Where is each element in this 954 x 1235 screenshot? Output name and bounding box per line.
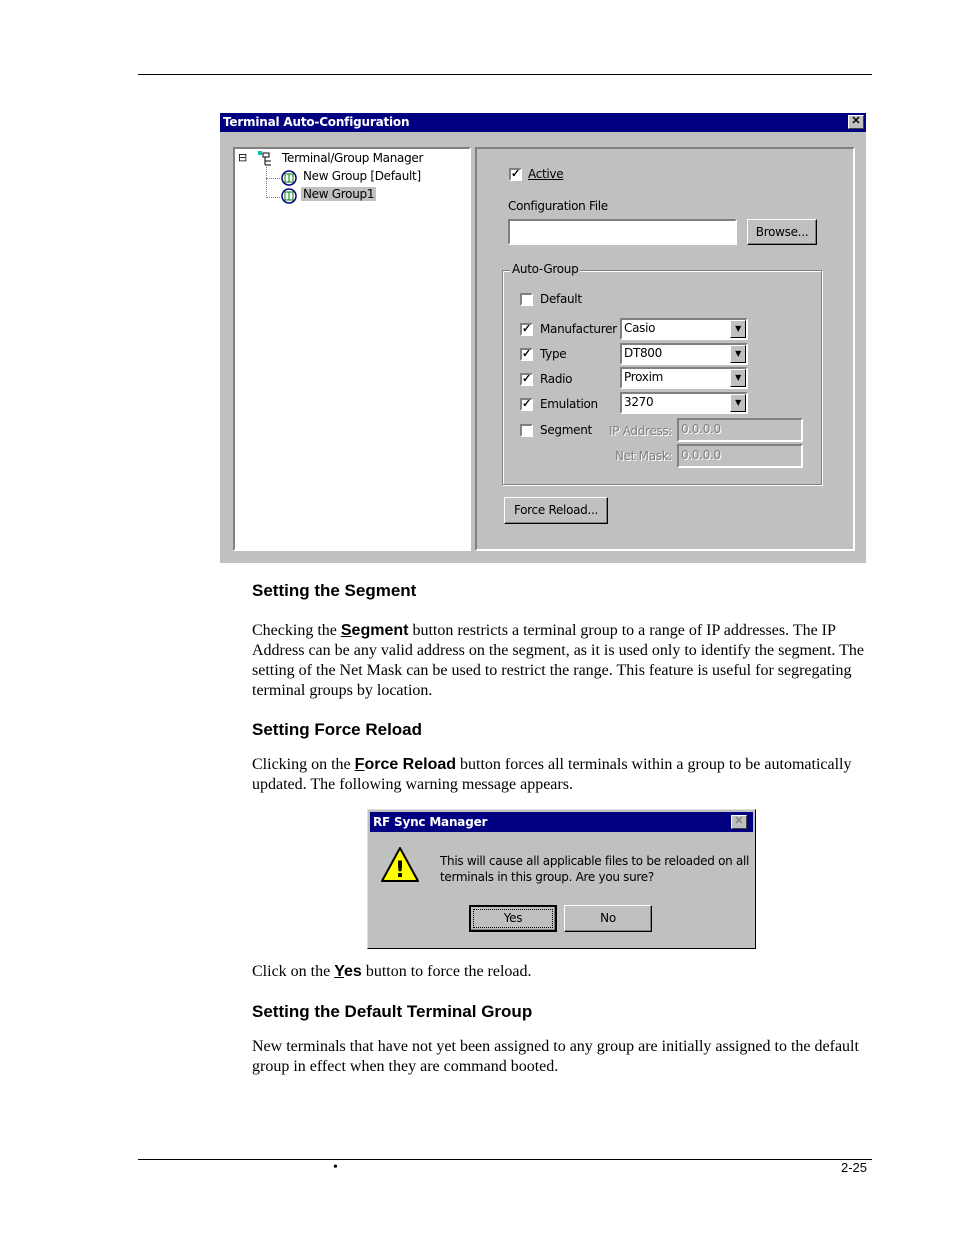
chevron-down-icon[interactable]: ▼ [730,320,746,338]
config-file-input[interactable] [508,219,737,245]
default-group-paragraph: New terminals that have not yet been assigned to any group are initially assigned to the default group in effect when they are command booted. [252,1038,859,1075]
force-reload-button[interactable]: Force Reload... [504,497,608,524]
segment-label: Segment [540,423,592,437]
auto-group-legend: Auto-Group [512,262,579,276]
tree-item-group1[interactable]: New Group1 [303,187,375,201]
dialog-title-bar [220,113,866,132]
emulation-label: Emulation [540,397,598,411]
tree-connector [266,178,280,179]
radio-label: Radio [540,372,573,386]
default-group-heading: Setting the Default Terminal Group [252,1002,533,1021]
confirm-message: This will cause all applicable files to be reloaded on all terminals in this group. Are you sure? [440,854,750,884]
page-number: 2-25 [841,1160,868,1175]
properties-panel [475,147,855,551]
manufacturer-label: Manufacturer [540,322,617,336]
terminal-auto-config-dialog [220,113,866,563]
net-mask-label: Net Mask: [615,449,673,463]
type-checkbox[interactable]: ✓ [522,348,532,360]
tree-item-default-group[interactable]: New Group [Default] [303,169,421,183]
chevron-down-icon[interactable]: ▼ [730,394,746,412]
group-icon [280,187,298,205]
default-checkbox[interactable] [520,293,533,306]
yes-button[interactable]: Yes [469,905,557,932]
tree-root-label[interactable]: Terminal/Group Manager [282,151,424,165]
close-icon[interactable]: ✕ [731,815,747,829]
ip-address-field[interactable]: 0.0.0.0 [677,418,803,442]
footer-rule [138,1159,872,1160]
segment-heading: Setting the Segment [252,581,417,600]
type-label: Type [540,347,567,361]
type-select[interactable]: DT800 ▼ [620,343,748,365]
radio-checkbox[interactable]: ✓ [522,373,532,385]
dialog-title: Terminal Auto-Configuration [223,115,410,129]
config-file-label: Configuration File [508,199,608,213]
default-label: Default [540,292,582,306]
manufacturer-checkbox[interactable]: ✓ [522,323,532,335]
emulation-select[interactable]: 3270 ▼ [620,392,748,414]
collapse-icon[interactable]: ⊟ [238,151,247,164]
header-rule [138,74,872,75]
rf-sync-manager-dialog [367,809,756,949]
force-reload-paragraph: Clicking on the Force Reload button forces all terminals within a group to be automatically updated. The following warning message appears. [252,756,852,793]
net-mask-field[interactable]: 0.0.0.0 [677,444,803,468]
emulation-checkbox[interactable]: ✓ [522,398,532,410]
no-button[interactable]: No [564,905,652,932]
segment-checkbox[interactable] [520,424,533,437]
tree-connector [266,167,268,198]
tree-root-icon [257,150,277,168]
ip-address-label: IP Address: [609,424,673,438]
svg-text:!: ! [394,858,406,883]
active-checkbox[interactable]: ✓ [511,168,521,180]
manufacturer-select[interactable]: Casio ▼ [620,318,748,340]
browse-button[interactable]: Browse... [747,219,817,245]
yes-instruction-paragraph: Click on the Yes button to force the reload. [252,963,532,980]
chevron-down-icon[interactable]: ▼ [730,369,746,387]
close-icon[interactable]: ✕ [848,115,864,129]
active-label: Active [528,167,564,181]
chevron-down-icon[interactable]: ▼ [730,345,746,363]
tree-pane[interactable] [233,147,471,551]
dialog-title: RF Sync Manager [373,815,488,829]
radio-select[interactable]: Proxim ▼ [620,367,748,389]
group-icon [280,169,298,187]
warning-icon [380,846,420,884]
footer-bullet: • [333,1160,338,1175]
dialog-title-bar [370,812,753,832]
segment-paragraph: Checking the Segment button restricts a terminal group to a range of IP addresses. The IP Address can be any valid address on the segment, as it is used only to identify the segment. The setting of the Net Mask can be used to restrict the range. This feature is useful for segregating terminal groups by location. [252,622,865,699]
force-reload-heading: Setting Force Reload [252,720,423,739]
tree-connector [266,197,280,198]
